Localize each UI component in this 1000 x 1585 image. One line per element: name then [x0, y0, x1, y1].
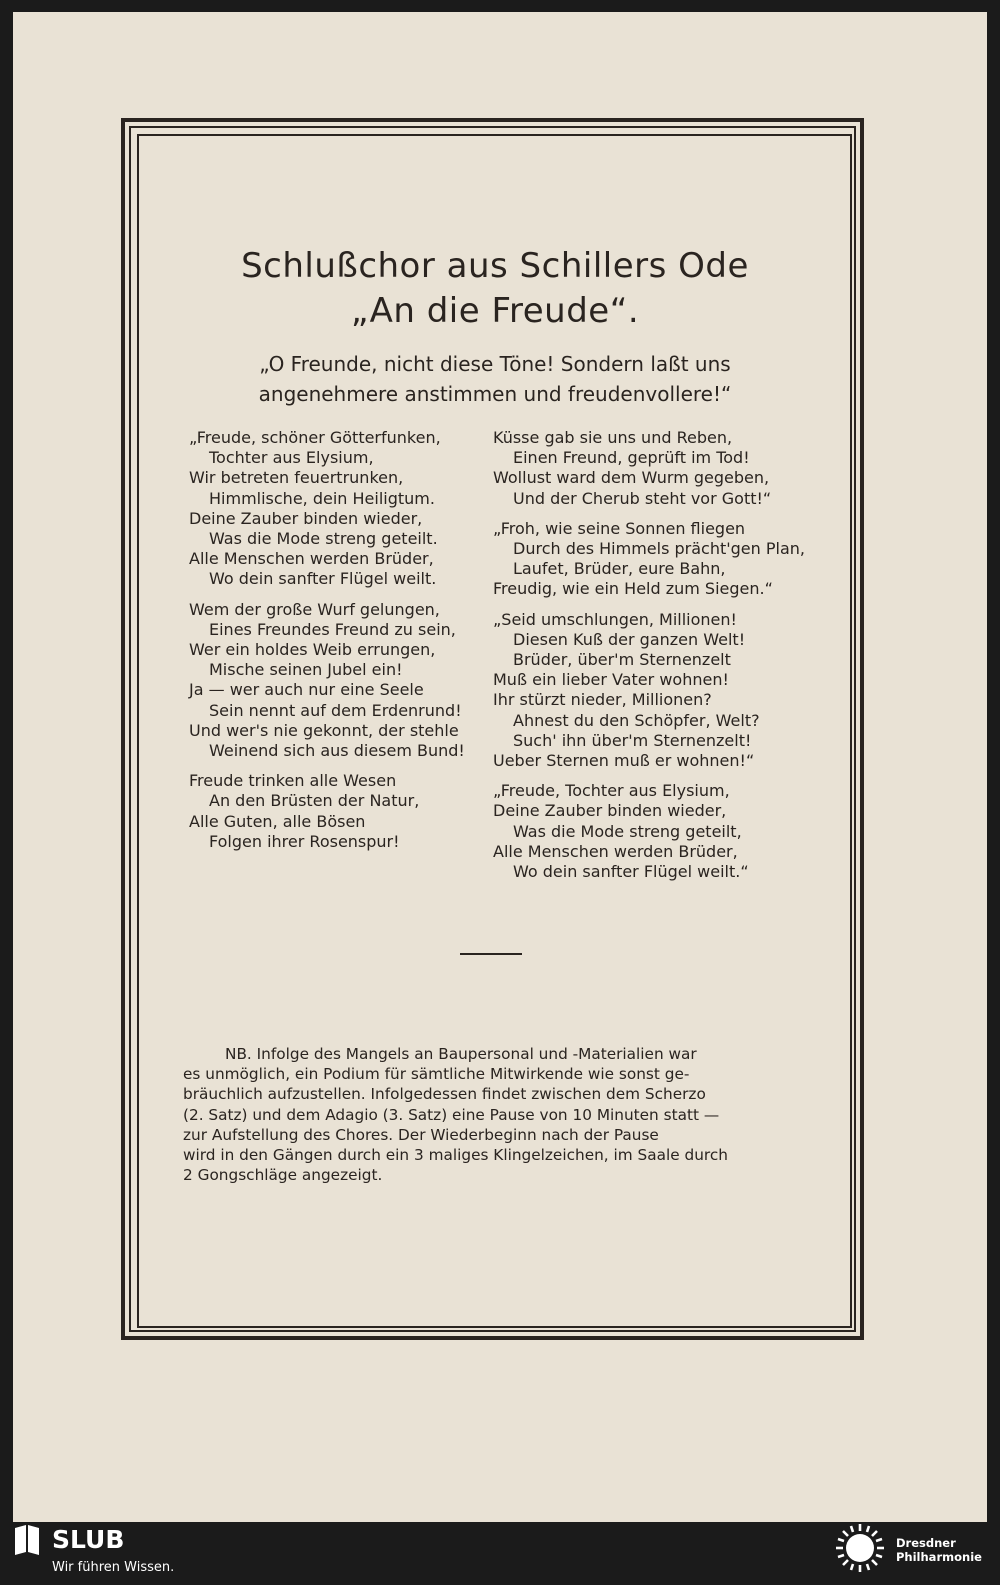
title-line-2: „An die Freude“. — [350, 291, 640, 331]
stanza — [493, 781, 813, 882]
verse-line: Wollust ward dem Wurm gegeben, — [493, 468, 770, 488]
verse-line: Sein nennt auf dem Erdenrund! — [209, 700, 462, 720]
verse-line: Wo dein sanfter Flügel weilt. — [209, 569, 437, 589]
footnote-line: zur Aufstellung des Chores. Der Wiederbeginn nach der Pause — [183, 1125, 659, 1144]
stanza — [493, 519, 813, 600]
footnote-line: 2 Gongschläge angezeigt. — [183, 1166, 383, 1185]
motto-line-2: angenehmere anstimmen und freudenvollere!“ — [258, 382, 732, 406]
verse-line: Mische seinen Jubel ein! — [209, 660, 403, 680]
footnote-line: (2. Satz) und dem Adagio (3. Satz) eine Pause von 10 Minuten statt — — [183, 1105, 720, 1124]
verse-line: Eines Freundes Freund zu sein, — [209, 619, 456, 639]
sun-icon[interactable] — [834, 1522, 886, 1574]
footnote-line: es unmöglich, ein Podium für sämtliche Mitwirkende wie sonst ge- — [183, 1065, 690, 1084]
stanza — [189, 600, 489, 762]
verse-column-right — [493, 428, 813, 892]
verse-line: Folgen ihrer Rosenspur! — [209, 831, 400, 851]
slub-logo-text[interactable]: SLUB — [52, 1525, 125, 1554]
stanza — [189, 771, 489, 852]
verse-line: Alle Menschen werden Brüder, — [189, 549, 434, 569]
verse-line: Ahnest du den Schöpfer, Welt? — [513, 710, 760, 730]
verse-line: Deine Zauber binden wieder, — [189, 508, 423, 528]
verse-line: Weinend sich aus diesem Bund! — [209, 741, 465, 761]
slub-tagline: Wir führen Wissen. — [52, 1560, 175, 1575]
verse-line: Ueber Sternen muß er wohnen!“ — [493, 751, 755, 771]
footnote-line: wird in den Gängen durch ein 3 maliges Klingelzeichen, im Saale durch — [183, 1146, 728, 1165]
verse-line: Muß ein lieber Vater wohnen! — [493, 670, 729, 690]
verse-line: Alle Guten, alle Bösen — [189, 811, 366, 831]
verse-line: „Freude, schöner Götterfunken, — [189, 428, 441, 447]
footnote-line: bräuchlich aufzustellen. Infolgedessen findet zwischen dem Scherzo — [183, 1085, 706, 1104]
stanza — [493, 428, 813, 509]
stanza — [189, 428, 489, 590]
verse-line: Diesen Kuß der ganzen Welt! — [513, 629, 746, 649]
verse-line: Wem der große Wurf gelungen, — [189, 599, 440, 619]
verse-line: Einen Freund, geprüft im Tod! — [513, 448, 750, 468]
verse-line: Such' ihn über'm Sternenzelt! — [513, 730, 752, 750]
verse-line: Laufet, Brüder, eure Bahn, — [513, 559, 726, 579]
verse-line: An den Brüsten der Natur, — [209, 791, 420, 811]
verse-line: Wer ein holdes Weib errungen, — [189, 640, 436, 660]
verse-line: „Freude, Tochter aus Elysium, — [493, 781, 730, 801]
verse-line: Freude trinken alle Wesen — [189, 771, 397, 791]
partner-name-line-2: Philharmonie — [896, 1550, 982, 1564]
verse-line: Tochter aus Elysium, — [209, 448, 374, 468]
section-divider — [460, 953, 522, 955]
verse-line: Brüder, über'm Sternenzelt — [513, 650, 731, 670]
motto-line-1: „O Freunde, nicht diese Töne! Sondern laßt uns — [259, 352, 731, 376]
verse-line: Was die Mode streng geteilt, — [513, 821, 742, 841]
verse-line: „Seid umschlungen, Millionen! — [493, 609, 737, 629]
verse-line: Wo dein sanfter Flügel weilt.“ — [513, 862, 749, 882]
verse-line: Durch des Himmels prächt'gen Plan, — [513, 539, 805, 559]
partner-logo-text[interactable] — [896, 1536, 982, 1564]
verse-line: „Froh, wie seine Sonnen fliegen — [493, 518, 746, 538]
verse-line: Und der Cherub steht vor Gott!“ — [513, 488, 772, 508]
book-icon — [12, 1522, 42, 1556]
verse-line: Alle Menschen werden Brüder, — [493, 841, 738, 861]
verse-line: Wir betreten feuertrunken, — [189, 468, 404, 488]
footnote — [183, 1044, 795, 1185]
footnote-line: NB. Infolge des Mangels an Baupersonal und -Materialien war — [225, 1045, 697, 1063]
partner-name-line-1: Dresdner — [896, 1536, 956, 1550]
verse-line: Ja — wer auch nur eine Seele — [189, 680, 424, 700]
title-line-1: Schlußchor aus Schillers Ode — [241, 246, 749, 286]
verse-line: Freudig, wie ein Held zum Siegen.“ — [493, 579, 773, 599]
verse-column-left — [189, 428, 489, 862]
verse-line: Deine Zauber binden wieder, — [493, 801, 727, 821]
stanza — [493, 610, 813, 772]
verse-line: Himmlische, dein Heiligtum. — [209, 488, 435, 508]
verse-line: Ihr stürzt nieder, Millionen? — [493, 690, 712, 710]
verse-line: Was die Mode streng geteilt. — [209, 529, 438, 549]
verse-line: Küsse gab sie uns und Reben, — [493, 428, 733, 447]
verse-line: Und wer's nie gekonnt, der stehle — [189, 720, 459, 740]
